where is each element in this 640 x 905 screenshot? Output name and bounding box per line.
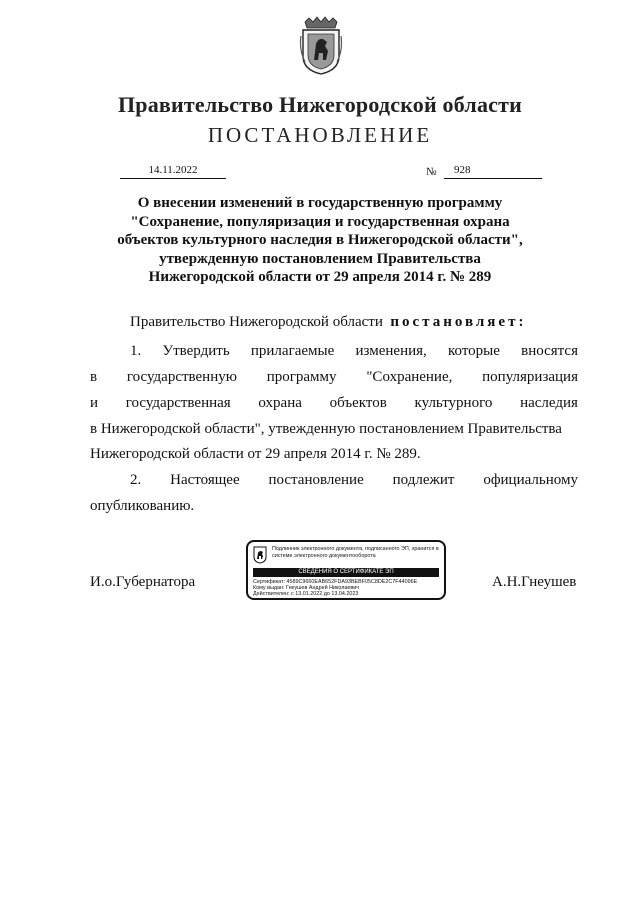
document-type: ПОСТАНОВЛЕНИЕ	[207, 123, 433, 147]
number-sign: №	[426, 166, 437, 178]
word: которые	[448, 343, 500, 359]
word: подлежит	[392, 472, 455, 488]
word: Настоящее	[170, 472, 240, 488]
coat-of-arms-icon	[299, 16, 343, 76]
stamp-header-bar: СВЕДЕНИЯ О СЕРТИФИКАТЕ ЭП	[253, 568, 439, 577]
subject-line: "Сохранение, популяризация и государственная охрана	[130, 213, 510, 230]
word: программу	[266, 369, 337, 385]
subject-line: утвержденную постановлением Правительства	[159, 250, 481, 267]
date-field	[120, 164, 226, 179]
word: охрана	[258, 395, 302, 411]
paragraph-1-line	[130, 343, 578, 360]
word: наследия	[520, 395, 578, 411]
certificate-id: Сертификат: 4589C9660EAB652FDA93BEBF05C8DE2C7F44096E	[253, 579, 418, 585]
document-date: 14.11.2022	[148, 164, 198, 176]
word: "Сохранение,	[366, 369, 453, 385]
emblem-icon	[253, 546, 267, 564]
word: 2.	[130, 472, 142, 488]
intro-text: Правительство Нижегородской области	[130, 314, 383, 330]
word: популяризация	[482, 369, 578, 385]
signatory-title: И.о.Губернатора	[90, 574, 196, 590]
word: постановление	[268, 472, 364, 488]
signatory-name: А.Н.Гнеушев	[492, 574, 577, 590]
word: в	[90, 369, 98, 385]
resolves-word: постановляет:	[390, 314, 527, 330]
word: культурного	[414, 395, 493, 411]
word: прилагаемые	[250, 343, 335, 359]
document-number: 928	[454, 164, 471, 176]
subject-line: объектов культурного наследия в Нижегородской области",	[117, 232, 523, 248]
paragraph-2-line: опубликованию.	[90, 498, 195, 514]
word: Утвердить	[162, 343, 230, 359]
word: и	[90, 395, 99, 411]
paragraph-1-line	[90, 395, 578, 412]
paragraph-1-line	[90, 369, 578, 386]
subject-line: Нижегородской области от 29 апреля 2014 г. № 289	[148, 269, 492, 285]
word: вносятся	[521, 343, 578, 359]
stamp-note: Подлинник электронного документа, подписанного ЭП, хранится в системе электронного документооборота	[272, 546, 439, 559]
paragraph-1-line: Нижегородской области от 29 апреля 2014 г. № 289.	[90, 446, 421, 462]
electronic-signature-stamp	[246, 540, 446, 600]
word: объектов	[329, 395, 387, 411]
word: изменения,	[355, 343, 427, 359]
number-field	[444, 164, 542, 179]
word: государственную	[126, 369, 237, 385]
certificate-validity: Действителен: с 13.01.2022 до 13.04.2023	[253, 591, 359, 597]
word: официальному	[483, 472, 578, 488]
word: государственная	[125, 395, 231, 411]
government-title: Правительство Нижегородской области	[117, 92, 522, 117]
subject-line: О внесении изменений в государственную программу	[137, 195, 503, 211]
paragraph-1-line: в Нижегородской области", утвежденную постановлением Правительства	[90, 421, 562, 437]
document-subject	[100, 194, 540, 287]
word: 1.	[130, 343, 142, 359]
paragraph-2-line	[130, 472, 578, 489]
resolution-intro	[130, 314, 526, 331]
certificate-owner: Кому выдан: Гнеушев Андрей Николаевич	[253, 585, 360, 591]
